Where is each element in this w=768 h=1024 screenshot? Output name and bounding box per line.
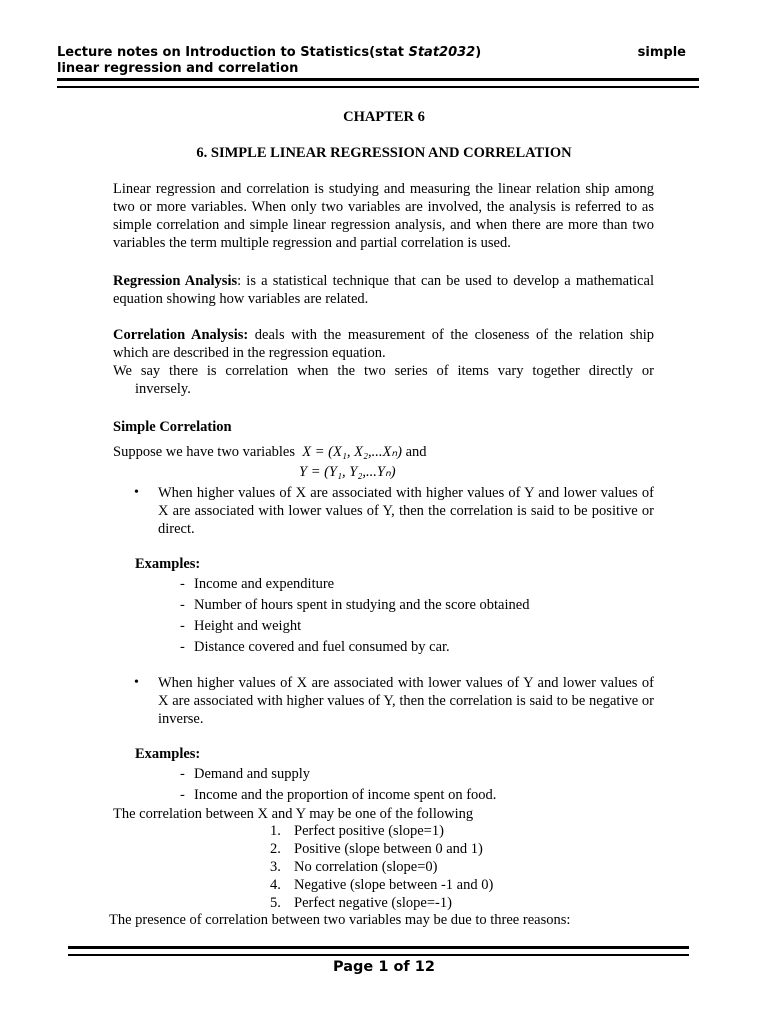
- header-title: Lecture notes on Introduction to Statistics(stat Stat2032): [57, 45, 482, 60]
- correlation-definition: Correlation Analysis: deals with the measurement of the closeness of the relation ship which are described in the regression equation.: [113, 327, 655, 361]
- examples2-label: Examples:: [135, 746, 201, 762]
- bullet-icon: •: [134, 675, 139, 690]
- intro-paragraph: Linear regression and correlation is studying and measuring the linear relation ship among two or more variables. When only two variables are involved, the analysis is referred to as simple correlation and simple linear regression analysis, and when there are more than two variables the term multiple regression and partial correlation is used.: [113, 181, 654, 251]
- list-item: 4. Negative (slope between -1 and 0): [270, 877, 494, 893]
- simple-correlation-heading: Simple Correlation: [113, 419, 232, 435]
- page-number: Page 1 of 12: [333, 959, 435, 975]
- header-line2: linear regression and correlation: [57, 61, 299, 76]
- chapter-label: CHAPTER 6: [343, 109, 425, 125]
- list-item: - Income and expenditure: [180, 576, 335, 592]
- suppose-line: Suppose we have two variables X = (X₁, X₂,...Xₙ) and: [113, 444, 427, 460]
- running-header: [57, 45, 686, 77]
- examples1-label: Examples:: [135, 556, 201, 572]
- bullet-icon: •: [134, 485, 139, 500]
- types-intro: The correlation between X and Y may be one of the following: [113, 806, 474, 822]
- list-item: 5. Perfect negative (slope=-1): [270, 895, 452, 911]
- list-item: - Income and the proportion of income spent on food.: [180, 787, 497, 803]
- list-item: - Height and weight: [180, 618, 302, 634]
- bullet-positive: When higher values of X are associated with higher values of Y and lower values of X are associated with lower values of Y, then the correlation is said to be positive or direct.: [158, 485, 654, 537]
- section-title: 6. SIMPLE LINEAR REGRESSION AND CORRELATION: [196, 145, 572, 161]
- list-item: - Distance covered and fuel consumed by car.: [180, 639, 450, 655]
- correlation-types-list: [270, 822, 493, 912]
- regression-definition: Regression Analysis: is a statistical technique that can be used to develop a mathematical equation showing how variables are related.: [113, 273, 654, 307]
- examples1-list: [180, 575, 529, 656]
- footer-rule-thin: [68, 954, 689, 956]
- correlation-remark: We say there is correlation when the two series of items vary together directly or: [113, 363, 654, 379]
- examples2-list: [180, 765, 496, 804]
- list-item: 3. No correlation (slope=0): [270, 859, 438, 875]
- presence-line: The presence of correlation between two variables may be due to three reasons:: [109, 912, 571, 928]
- list-item: - Demand and supply: [180, 766, 310, 782]
- footer-rule-thick: [68, 946, 689, 949]
- header-rule-thin: [57, 86, 699, 88]
- y-formula: Y = (Y₁, Y₂,...Yₙ): [299, 464, 396, 480]
- x-formula: X = (X₁, X₂,...Xₙ): [302, 444, 402, 460]
- correlation-remark-cont: inversely.: [135, 381, 191, 397]
- list-item: - Number of hours spent in studying and the score obtained: [180, 597, 530, 613]
- header-right: simple: [637, 45, 686, 60]
- bullet-negative: When higher values of X are associated with lower values of Y and lower values of X are associated with higher values of Y, then the correlation is said to be negative or inverse.: [158, 675, 654, 727]
- header-rule-thick: [57, 78, 699, 81]
- list-item: 1. Perfect positive (slope=1): [270, 823, 444, 839]
- list-item: 2. Positive (slope between 0 and 1): [270, 841, 483, 857]
